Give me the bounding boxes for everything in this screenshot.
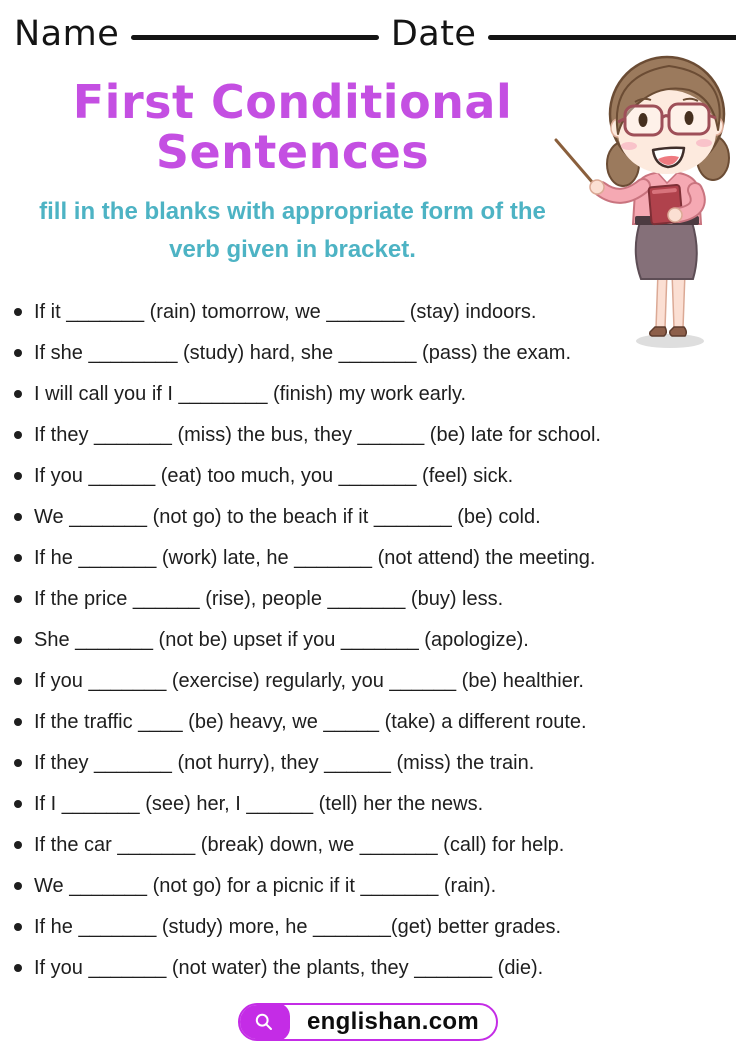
worksheet-header [0,0,736,58]
sentence-item [14,825,736,866]
bullet-icon [14,308,22,316]
bullet-icon [14,923,22,931]
search-icon [254,1012,274,1032]
sentence-text: If the traffic ____ (be) heavy, we _____ (take) a different route. [34,710,587,733]
name-fill-line [131,35,379,40]
bullet-icon [14,882,22,890]
bullet-icon [14,472,22,480]
sentence-text: If you _______ (not water) the plants, they _______ (die). [34,956,544,979]
sentence-item [14,661,736,702]
bullet-icon [14,349,22,357]
sentence-item [14,415,736,456]
sentence-list [0,292,736,989]
bullet-icon [14,800,22,808]
page-title-line1: First Conditional [72,75,513,129]
date-fill-line [488,35,736,40]
sentence-item [14,743,736,784]
bullet-icon [14,677,22,685]
sentence-item [14,620,736,661]
sentence-item [14,948,736,989]
sentence-item [14,497,736,538]
bullet-icon [14,431,22,439]
date-label: Date [390,14,477,54]
search-icon-box [238,1003,290,1041]
sentence-item [14,374,736,415]
sentence-text: We _______ (not go) to the beach if it _______ (be) cold. [34,505,541,528]
sentence-text: If they _______ (miss) the bus, they ______ (be) late for school. [34,423,601,446]
sentence-item [14,538,736,579]
sentence-text: She _______ (not be) upset if you _______ (apologize). [34,628,529,651]
bullet-icon [14,759,22,767]
site-badge[interactable] [238,1003,498,1041]
sentence-item [14,579,736,620]
site-label: englishan.com [307,1007,479,1035]
sentence-text: If the price ______ (rise), people _______ (buy) less. [34,587,504,610]
sentence-text: If you _______ (exercise) regularly, you ______ (be) healthier. [34,669,584,692]
sentence-text: I will call you if I ________ (finish) my work early. [34,382,467,405]
book-icon [648,185,682,225]
bullet-icon [14,964,22,972]
sentence-item [14,292,736,333]
bullet-icon [14,390,22,398]
sentence-item [14,333,736,374]
bullet-icon [14,554,22,562]
instructions-text: fill in the blanks with appropriate form of the verb given in bracket. [39,198,546,263]
sentence-text: If you ______ (eat) too much, you _______ (feel) sick. [34,464,514,487]
sentence-text: If the car _______ (break) down, we _______ (call) for help. [34,833,565,856]
bullet-icon [14,636,22,644]
bullet-icon [14,718,22,726]
page-title-line2: Sentences [155,124,430,179]
page-title [0,75,585,179]
glasses-icon [618,104,716,135]
sentence-text: If it _______ (rain) tomorrow, we _______ (stay) indoors. [34,300,537,323]
sentence-text: If he _______ (study) more, he _______(get) better grades. [34,915,562,938]
bullet-icon [14,513,22,521]
sentence-text: If I _______ (see) her, I ______ (tell) her the news. [34,792,484,815]
sentence-item [14,702,736,743]
sentence-item [14,456,736,497]
sentence-text: If they _______ (not hurry), they ______ (miss) the train. [34,751,535,774]
sentence-item [14,907,736,948]
sentence-item [14,866,736,907]
sentence-item [14,784,736,825]
bullet-icon [14,595,22,603]
sentence-text: We _______ (not go) for a picnic if it _______ (rain). [34,874,497,897]
sentence-text: If he _______ (work) late, he _______ (not attend) the meeting. [34,546,596,569]
name-label: Name [14,14,120,54]
sentence-text: If she ________ (study) hard, she _______ (pass) the exam. [34,341,572,364]
bullet-icon [14,841,22,849]
